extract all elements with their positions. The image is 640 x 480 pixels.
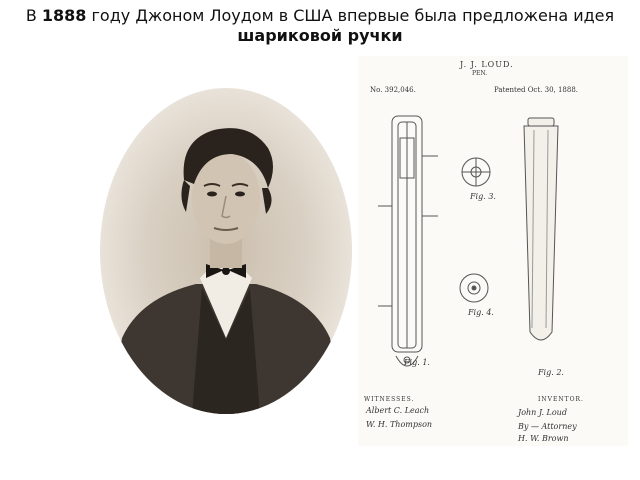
slide-title xyxy=(0,6,640,46)
fig4-label: Fig. 4. xyxy=(468,308,494,317)
title-middle: году Джоном Лоудом в США впервые была предложена идея xyxy=(86,6,615,25)
patent-number: No. 392,046. xyxy=(370,86,416,94)
fig1-label: Fig. 1. xyxy=(404,358,430,367)
attorney-signature: H. W. Brown xyxy=(518,434,569,443)
title-emphasis: шариковой ручки xyxy=(237,26,403,45)
inventor-label: INVENTOR. xyxy=(538,396,584,403)
patent-date: Patented Oct. 30, 1888. xyxy=(494,86,579,94)
patent-drawing xyxy=(358,56,628,446)
inventor-signature: John J. Loud xyxy=(518,408,567,417)
witness-signature-1: Albert C. Leach xyxy=(366,406,430,415)
witness-signature-2: W. H. Thompson xyxy=(366,420,433,429)
fig2-label: Fig. 2. xyxy=(538,368,564,377)
fig3-label: Fig. 3. xyxy=(470,192,496,201)
witnesses-label: WITNESSES. xyxy=(364,396,415,403)
portrait-photo xyxy=(100,88,352,414)
attorney-by-line: By — Attorney xyxy=(518,422,577,431)
title-year: 1888 xyxy=(41,6,87,25)
patent-subtitle: PEN. xyxy=(472,70,488,77)
patent-inventor: J. J. LOUD. xyxy=(460,60,514,69)
title-prefix: В xyxy=(25,6,42,25)
